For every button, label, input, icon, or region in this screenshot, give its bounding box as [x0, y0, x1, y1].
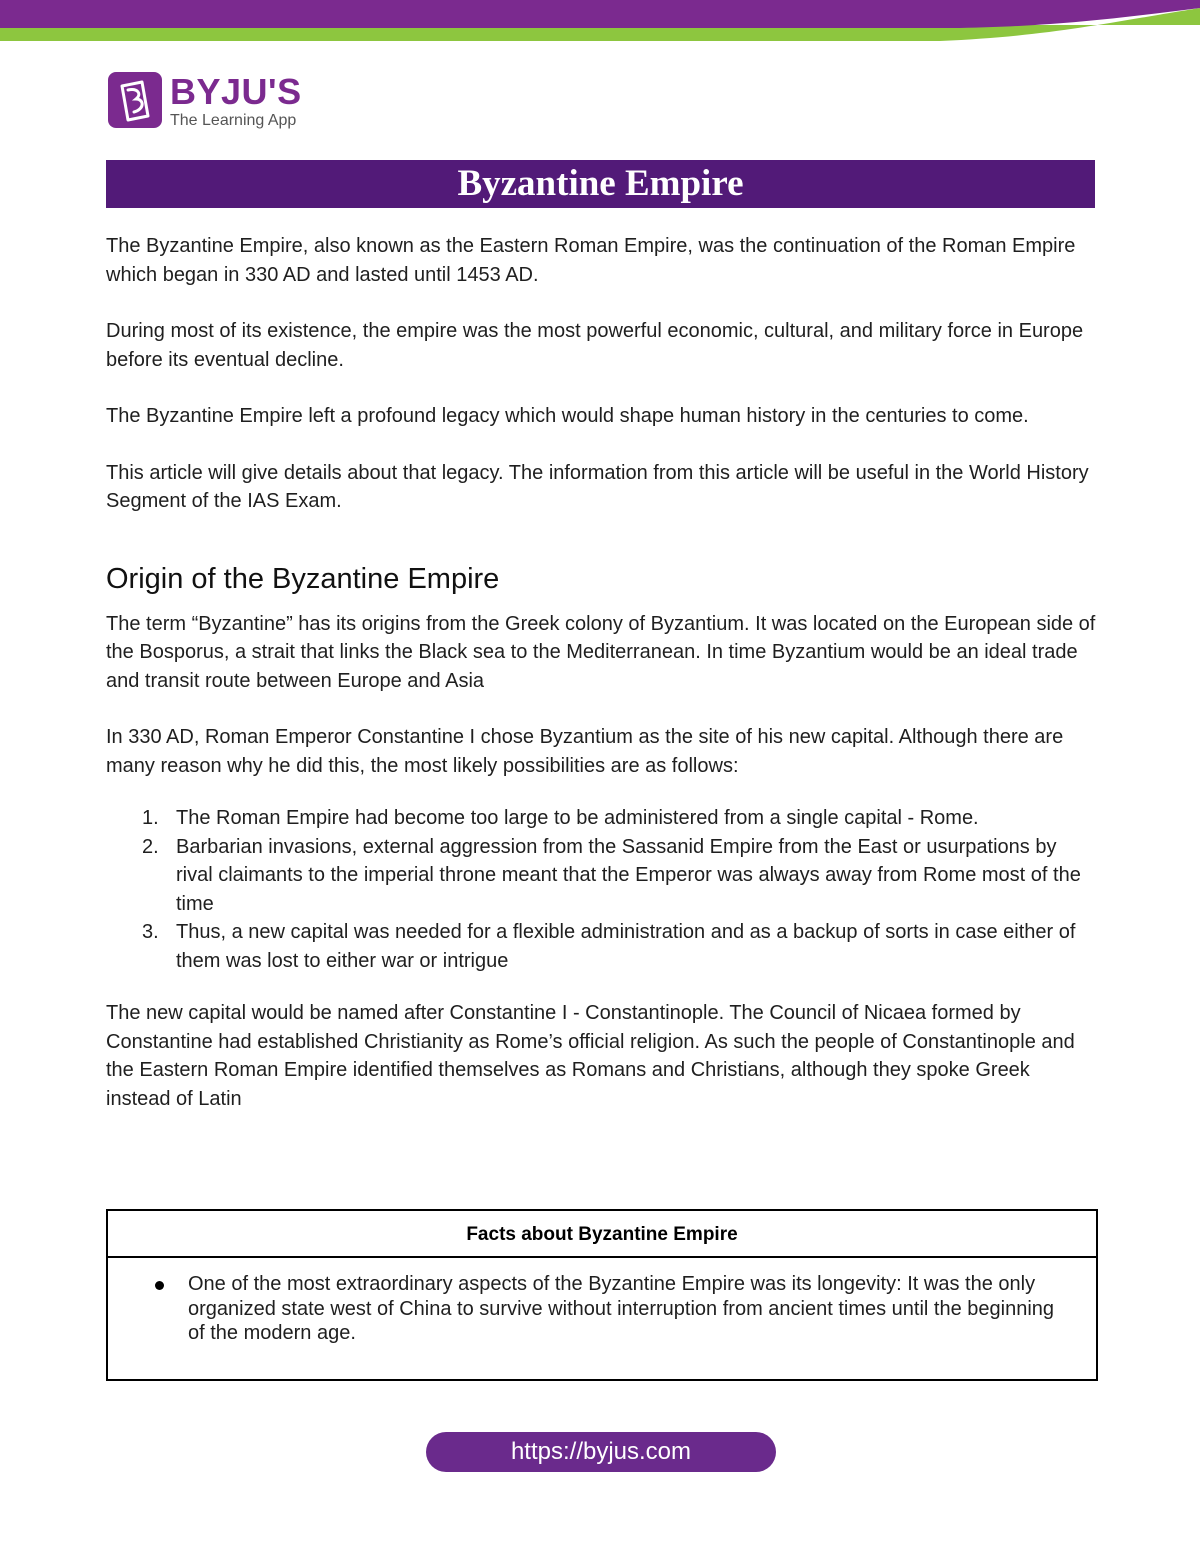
- origin-paragraph: In 330 AD, Roman Emperor Constantine I chose Byzantium as the site of his new capital. Although there are many reason why he did this, the most likely possibilities are as follows:: [106, 726, 1064, 777]
- intro-paragraph: The Byzantine Empire left a profound legacy which would shape human history in the centuries to come.: [106, 405, 1029, 427]
- list-number: 2.: [142, 835, 159, 858]
- list-item-text: Barbarian invasions, external aggression from the Sassanid Empire from the East or usurpations by rival claimants to the imperial throne meant that the Emperor was always away from Rome most of the time: [176, 835, 1081, 915]
- list-item: [106, 804, 1096, 833]
- facts-list: [108, 1272, 1096, 1346]
- list-item: [188, 1272, 1070, 1346]
- facts-heading: Facts about Byzantine Empire: [108, 1211, 1096, 1258]
- intro-paragraph: During most of its existence, the empire was the most powerful economic, cultural, and military force in Europe before its eventual decline.: [106, 320, 1084, 371]
- section-heading-origin: Origin of the Byzantine Empire: [106, 562, 500, 595]
- logo-wordmark: BYJU'S: [170, 71, 302, 112]
- article-body: [106, 232, 1096, 1141]
- list-number: 3.: [142, 921, 159, 943]
- header-decorative-bands: [0, 0, 1200, 50]
- list-item-text: Thus, a new capital was needed for a flexible administration and as a backup of sorts in case either of them was lost to either war or intrigue: [176, 921, 1076, 972]
- fact-text: One of the most extraordinary aspects of the Byzantine Empire was its longevity: It was the only organized state west of China to survive without interruption from ancient times until the beginning of the modern age.: [188, 1273, 1055, 1344]
- intro-paragraph: The Byzantine Empire, also known as the Eastern Roman Empire, was the continuation of the Roman Empire which began in 330 AD and lasted until 1453 AD.: [106, 235, 1076, 286]
- list-item: [106, 833, 1096, 919]
- origin-paragraph: The term “Byzantine” has its origins from the Greek colony of Byzantium. It was located on the European side of the Bosporus, a strait that links the Black sea to the Mediterranean. In time Byzantium would be an ideal trade and transit route between Europe and Asia: [106, 612, 1096, 692]
- facts-box: [106, 1209, 1098, 1381]
- bullet-icon: [155, 1281, 164, 1290]
- intro-paragraph: This article will give details about that legacy. The information from this article will be useful in the World History Segment of the IAS Exam.: [106, 461, 1089, 512]
- origin-closing-paragraph: The new capital would be named after Constantine I - Constantinople. The Council of Nicaea formed by Constantine had established Christianity as Rome’s official religion. As such the people of Constantinople and the Eastern Roman Empire identified themselves as Romans and Christians, although they spoke Greek instead of Latin: [106, 1002, 1075, 1110]
- reasons-list: [106, 804, 1096, 975]
- title-bar: [106, 160, 1095, 208]
- list-item-text: The Roman Empire had become too large to be administered from a single capital - Rome.: [176, 807, 979, 829]
- byjus-b-logo-icon: [108, 72, 162, 128]
- byjus-logo: [108, 72, 318, 132]
- footer-url-link[interactable]: https://byjus.com: [426, 1432, 776, 1472]
- page-title: Byzantine Empire: [457, 163, 744, 204]
- logo-tagline: The Learning App: [170, 112, 297, 129]
- list-item: [106, 918, 1096, 975]
- list-number: 1.: [142, 807, 159, 829]
